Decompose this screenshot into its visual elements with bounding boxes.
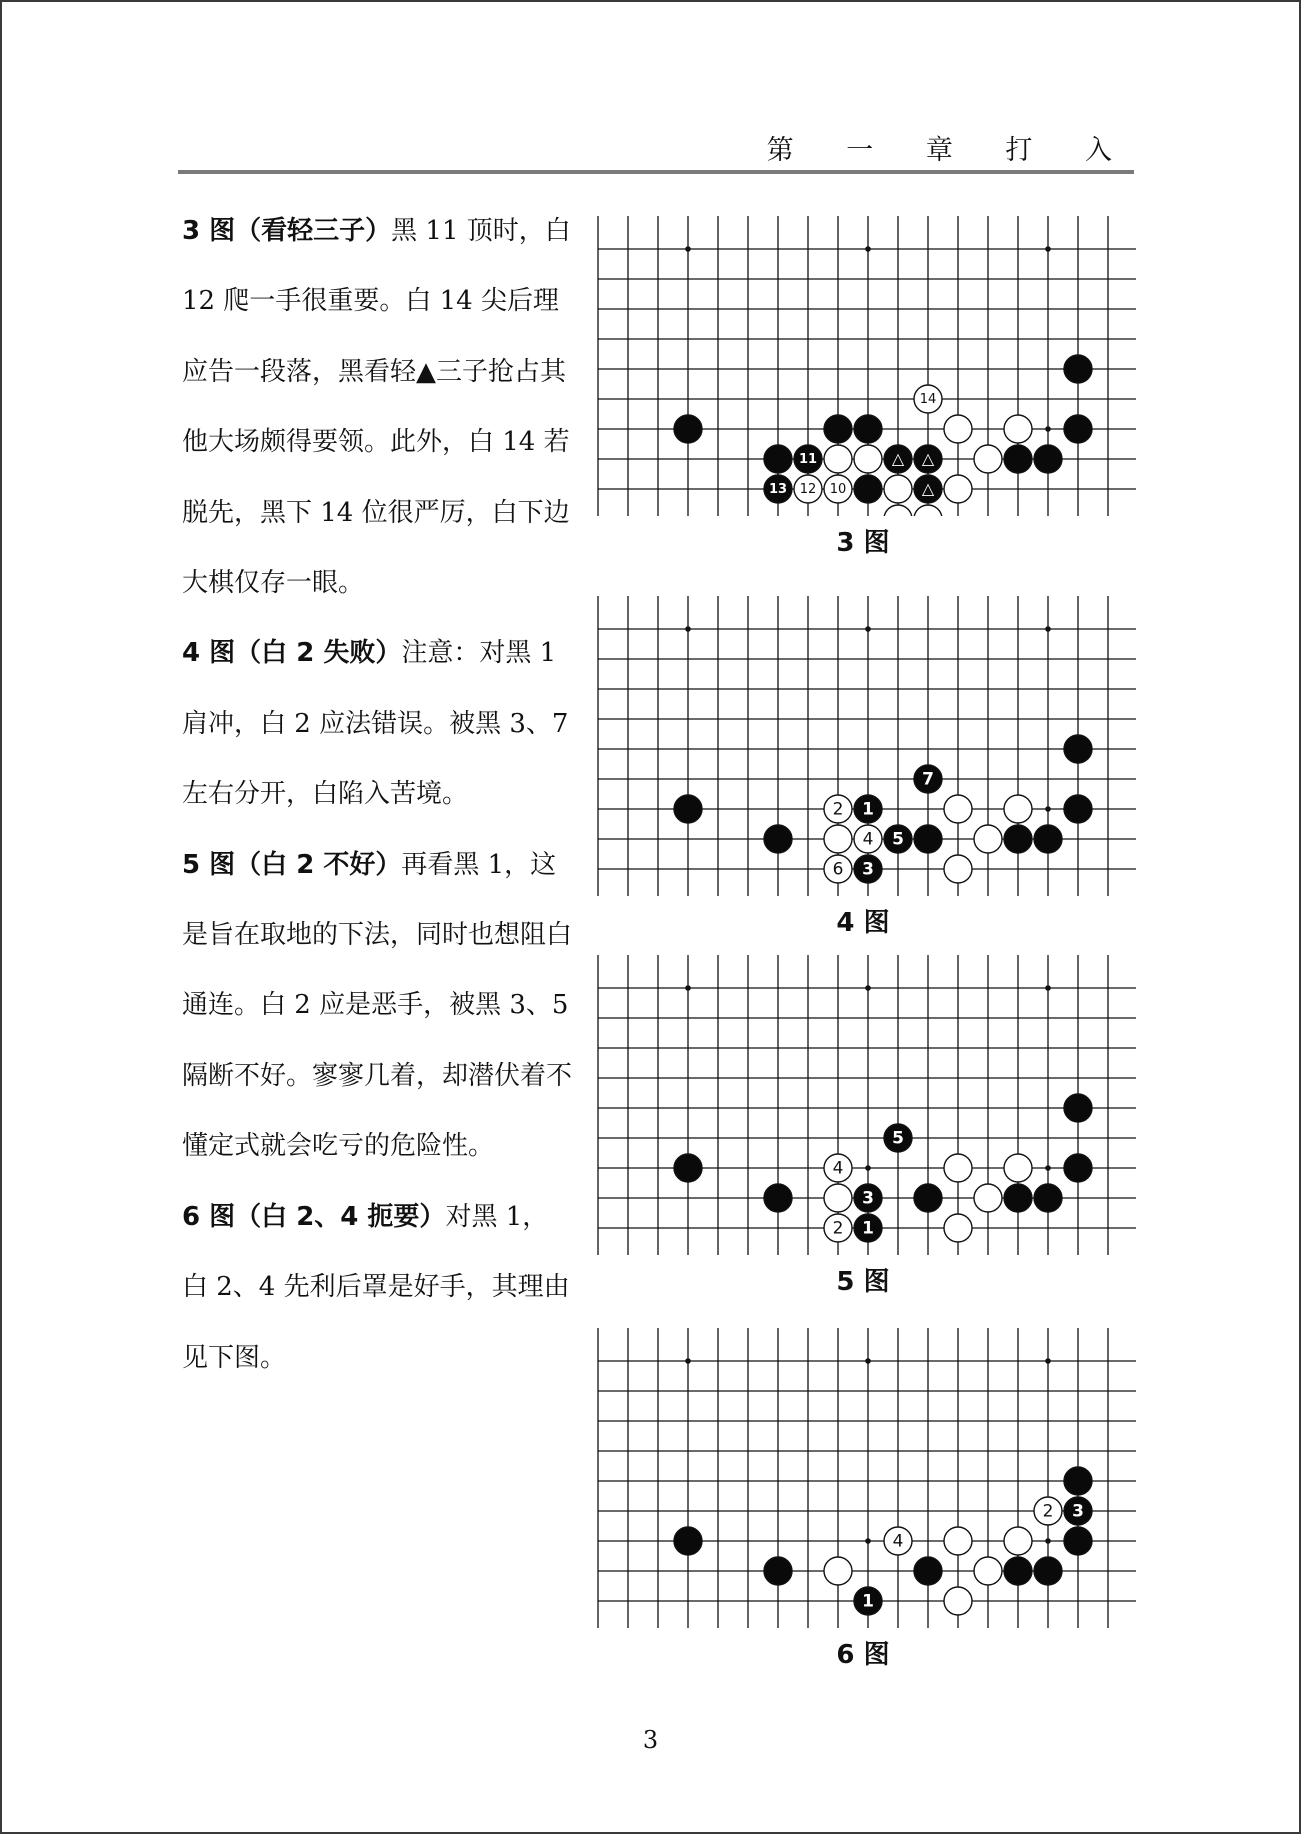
- stone-label: 5: [892, 1128, 904, 1149]
- white-stone: [974, 1184, 1002, 1212]
- star-point: [1045, 806, 1051, 812]
- black-stone: [674, 795, 702, 823]
- go-board: [590, 596, 1136, 896]
- star-point: [1045, 1165, 1051, 1171]
- black-stone: [1064, 735, 1092, 763]
- black-stone: [1004, 445, 1032, 473]
- black-stone: [1034, 825, 1062, 853]
- paragraph-6: [182, 1182, 572, 1393]
- black-stone: [1064, 1094, 1092, 1122]
- stone-label: △: [891, 449, 905, 468]
- paragraph-body: 再看黑 1，这是旨在取地的下法，同时也想阻白通连。白 2 应是恶手，被黑 3、5 隔断不好。寥寥几着，却潜伏着不懂定式就会吃亏的危险性。: [182, 849, 573, 1162]
- star-point: [865, 1165, 871, 1171]
- stone-label: 2: [1042, 1501, 1054, 1522]
- black-stone: [764, 445, 792, 473]
- white-stone: [824, 445, 852, 473]
- go-diagram-4: [590, 596, 1136, 939]
- stone-label: 4: [832, 1158, 844, 1179]
- star-point: [865, 246, 871, 252]
- star-point: [685, 626, 691, 632]
- star-point: [1045, 246, 1051, 252]
- white-stone: [974, 1557, 1002, 1585]
- stone-label: 13: [768, 482, 788, 497]
- stone-label: 7: [922, 769, 934, 790]
- diagram-caption: 6 图: [836, 1640, 890, 1670]
- black-stone: [1004, 1184, 1032, 1212]
- white-stone: [1004, 1154, 1032, 1182]
- black-stone: [1064, 1154, 1092, 1182]
- black-stone: [854, 415, 882, 443]
- stone-label: 2: [832, 799, 844, 820]
- black-stone: [674, 1154, 702, 1182]
- white-stone: [1004, 415, 1032, 443]
- black-stone: [1064, 355, 1092, 383]
- black-stone: [914, 825, 942, 853]
- stone-label: △: [921, 449, 935, 468]
- stone-label: 14: [919, 392, 937, 407]
- paragraph-4: [182, 618, 572, 829]
- white-stone: [944, 1154, 972, 1182]
- paragraph-body: 注意：对黑 1 肩冲，白 2 应法错误。被黑 3、7 左右分开，白陷入苦境。: [182, 638, 569, 810]
- paragraph-heading: 5 图（白 2 不好）: [182, 849, 402, 880]
- paragraph-heading: 3 图（看轻三子）: [182, 216, 392, 246]
- diagram-caption: 5 图: [836, 1267, 890, 1297]
- page-number: 3: [642, 1726, 659, 1754]
- white-stone: [974, 445, 1002, 473]
- black-stone: [1064, 795, 1092, 823]
- star-point: [865, 985, 871, 991]
- star-point: [685, 985, 691, 991]
- stone-label: 10: [829, 482, 847, 497]
- go-diagram-3: [590, 216, 1136, 559]
- black-stone: [764, 1557, 792, 1585]
- white-stone: [1004, 795, 1032, 823]
- black-stone: [824, 415, 852, 443]
- stone-label: △: [921, 479, 935, 498]
- diagram-caption: 4 图: [836, 908, 890, 938]
- white-stone: [884, 505, 912, 516]
- white-stone: [884, 475, 912, 503]
- chapter-title: 第 一 章 打 入: [766, 135, 1134, 166]
- black-stone: [1064, 1467, 1092, 1495]
- star-point: [1045, 985, 1051, 991]
- go-diagram-5: [590, 955, 1136, 1298]
- white-stone: [824, 1184, 852, 1212]
- paragraph-body: 黑 11 顶时，白 12 爬一手很重要。白 14 尖后理应告一段落，黑看轻▲三子抢占其他大场颇得要领。此外，白 14 若脱先，黑下 14 位很严厉，白下边大棋仅存一眼。: [182, 216, 571, 599]
- stone-label: 4: [892, 1531, 904, 1552]
- black-stone: [854, 475, 882, 503]
- black-stone: [1064, 415, 1092, 443]
- stone-label: 3: [1072, 1501, 1084, 1522]
- paragraph-heading: 6 图（白 2、4 扼要）: [182, 1201, 446, 1232]
- paragraph-3: [182, 196, 572, 618]
- stone-label: 1: [862, 1591, 874, 1612]
- black-stone: [914, 1184, 942, 1212]
- white-stone: [944, 855, 972, 883]
- white-stone: [824, 1557, 852, 1585]
- text-column: [182, 196, 572, 1393]
- stone-label: 6: [832, 859, 844, 880]
- white-stone: [824, 825, 852, 853]
- go-board: [590, 216, 1136, 516]
- star-point: [865, 1538, 871, 1544]
- star-point: [1045, 1358, 1051, 1364]
- white-stone: [944, 1527, 972, 1555]
- stone-label: 1: [862, 1218, 874, 1239]
- white-stone: [944, 795, 972, 823]
- black-stone: [1004, 825, 1032, 853]
- star-point: [1045, 426, 1051, 432]
- white-stone: [1004, 1527, 1032, 1555]
- black-stone: [1034, 1557, 1062, 1585]
- paragraph-body: 对黑 1，白 2、4 先利后罩是好手，其理由见下图。: [182, 1201, 570, 1373]
- stone-label: 3: [862, 859, 874, 880]
- paragraph-5: [182, 830, 572, 1182]
- go-board: [590, 1328, 1136, 1628]
- stone-label: 4: [862, 829, 874, 850]
- star-point: [865, 1358, 871, 1364]
- white-stone: [914, 505, 942, 516]
- black-stone: [914, 1557, 942, 1585]
- star-point: [1045, 626, 1051, 632]
- star-point: [1045, 1538, 1051, 1544]
- black-stone: [1004, 1557, 1032, 1585]
- black-stone: [674, 415, 702, 443]
- header-rule: [178, 170, 1134, 174]
- stone-label: 11: [798, 452, 818, 467]
- go-diagram-6: [590, 1328, 1136, 1671]
- white-stone: [944, 1587, 972, 1615]
- go-board: [590, 955, 1136, 1255]
- black-stone: [764, 825, 792, 853]
- diagram-caption: 3 图: [836, 528, 890, 558]
- star-point: [685, 246, 691, 252]
- white-stone: [944, 415, 972, 443]
- white-stone: [944, 475, 972, 503]
- black-stone: [764, 1184, 792, 1212]
- stone-label: 5: [892, 829, 904, 850]
- white-stone: [974, 825, 1002, 853]
- stone-label: 3: [862, 1188, 874, 1209]
- stone-label: 1: [862, 799, 874, 820]
- black-stone: [674, 1527, 702, 1555]
- stone-label: 12: [799, 482, 817, 497]
- star-point: [865, 626, 871, 632]
- paragraph-heading: 4 图（白 2 失败）: [182, 638, 402, 669]
- star-point: [685, 1358, 691, 1364]
- black-stone: [1064, 1527, 1092, 1555]
- stone-label: 2: [832, 1218, 844, 1239]
- white-stone: [944, 1214, 972, 1242]
- black-stone: [1034, 1184, 1062, 1212]
- black-stone: [1034, 445, 1062, 473]
- white-stone: [854, 445, 882, 473]
